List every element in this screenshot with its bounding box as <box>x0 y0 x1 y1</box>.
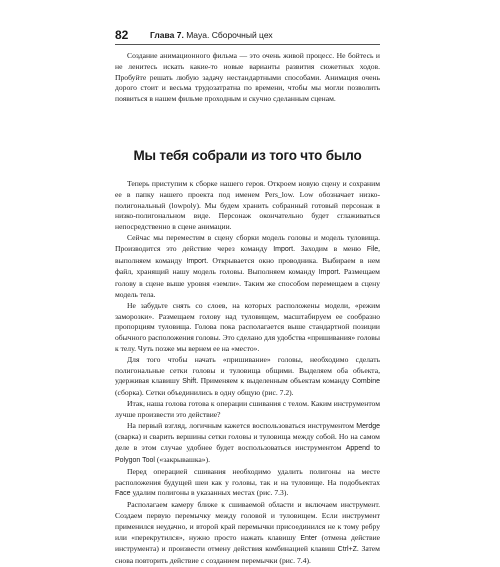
intro-text <box>115 51 380 105</box>
paragraph-1: Теперь приступим к сборке нашего героя. Откроем новую сцену и сохраним ее в папку нашего проекта под именем Pers_low. Low обозначает низко-полигональный (lowpoly). Мы будем хранить собранный готовый персонаж в низко-полигональном виде. Персонаж окончательно будет сглаживаться непосредственно в сцене анимации. <box>115 179 380 232</box>
paragraph-8: Располагаем камеру ближе к сшиваемой области и включаем инструмент. Создаем первую перемычку между головой и туловищем. Если инструмент применился неудачно, и второй край перемычки присоединился не к тому ребру или «перекрутился», нужно просто нажать клавишу Enter (отмена действие инструмента) и произвести отмену действия комбинацией клавиш Ctrl+Z. Затем снова повторить действие с созданием перемычки (рис. 7.4). <box>115 500 381 566</box>
chapter-title: Maya. Сборочный цех <box>186 30 273 40</box>
ui-term-ctrlz: Ctrl+Z <box>337 546 357 554</box>
paragraph-3: Не забудьте снять со слоев, на которых расположены модели, «режим заморозки». Размещаем голову над туловищем, масштабируем ее сообразно пропорциям туловища. Голова пока располагается выше стандартной позиции обычного расположения головы. Это сделано для удобства «пришивания» головы к телу. Чуть позже мы вернем ее на «место». <box>115 300 380 353</box>
chapter-heading <box>150 30 273 40</box>
ui-term-combine: Combine <box>351 378 380 386</box>
paragraph-6: На первый взгляд, логичным кажется воспользоваться инструментом Merdge (сварка) и сварить вершины сетки головы и туловища между собой. Но на самом деле в этом случае удобнее будет воспользоваться инструментом Append to Polygon Tool («закрывашка»). <box>115 420 381 464</box>
ui-term-merdge: Merdge <box>356 422 380 430</box>
ui-term-shift: Shift <box>182 378 197 386</box>
paragraph-2: Сейчас мы переместим в сцену сборки модель головы и модель туловища. Производится это действие через команду Import. Заходим в меню File, выполняем команду Import. Открывается окно проводника. Выбираем в нем файл, хранящий нашу модель головы. Выполняем команду Import. Размещаем голову в сцене выше уровня «земли». Таким же способом перемещаем в сцену модель тела. <box>115 232 381 299</box>
ui-term-import: Import <box>186 257 207 265</box>
section-title: Мы тебя собрали из того что было <box>133 148 362 163</box>
intro-paragraph: Создание анимационного фильма — это очень живой процесс. Не бойтесь и не ленитесь искать какие-то новые варианты развития сюжетных ходов. Пробуйте решать любую задачу нестандартными способами. Анимация очень дорого стоит и весьма трудозатратна по времени, чтобы мы могли позволить появиться в нашем фильме проходным и скучно сделанным сценам. <box>115 51 380 104</box>
running-header <box>115 30 380 45</box>
ui-term-import: Import <box>273 245 294 253</box>
body-text <box>115 179 380 567</box>
paragraph-7: Перед операцией сшивания необходимо удалить полигоны на месте расположения будущей шеи как у головы, так и на туловище. На подобъектах Face удалим полигоны в указанных местах (рис. 7.3). <box>115 466 380 498</box>
chapter-label: Глава 7. <box>150 30 184 40</box>
ui-term-face: Face <box>115 490 131 498</box>
paragraph-5: Итак, наша голова готова к операции сшивания с телом. Каким инструментом лучше произвести это действие? <box>115 398 380 419</box>
page-number: 82 <box>115 28 129 42</box>
ui-term-file: File <box>366 245 379 253</box>
paragraph-4: Для того чтобы начать «пришивание» головы, необходимо сделать полигональные сетки головы и туловища общими. Выделяем оба объекта, удерживая клавишу Shift. Применяем к выделенным объектам команду Combine (сборка). Сетки объединились в одну общую (рис. 7.2). <box>115 354 380 398</box>
ui-term-import: Import <box>318 269 339 277</box>
ui-term-append: Append to Polygon Tool <box>115 445 381 464</box>
ui-term-enter: Enter <box>300 534 318 542</box>
